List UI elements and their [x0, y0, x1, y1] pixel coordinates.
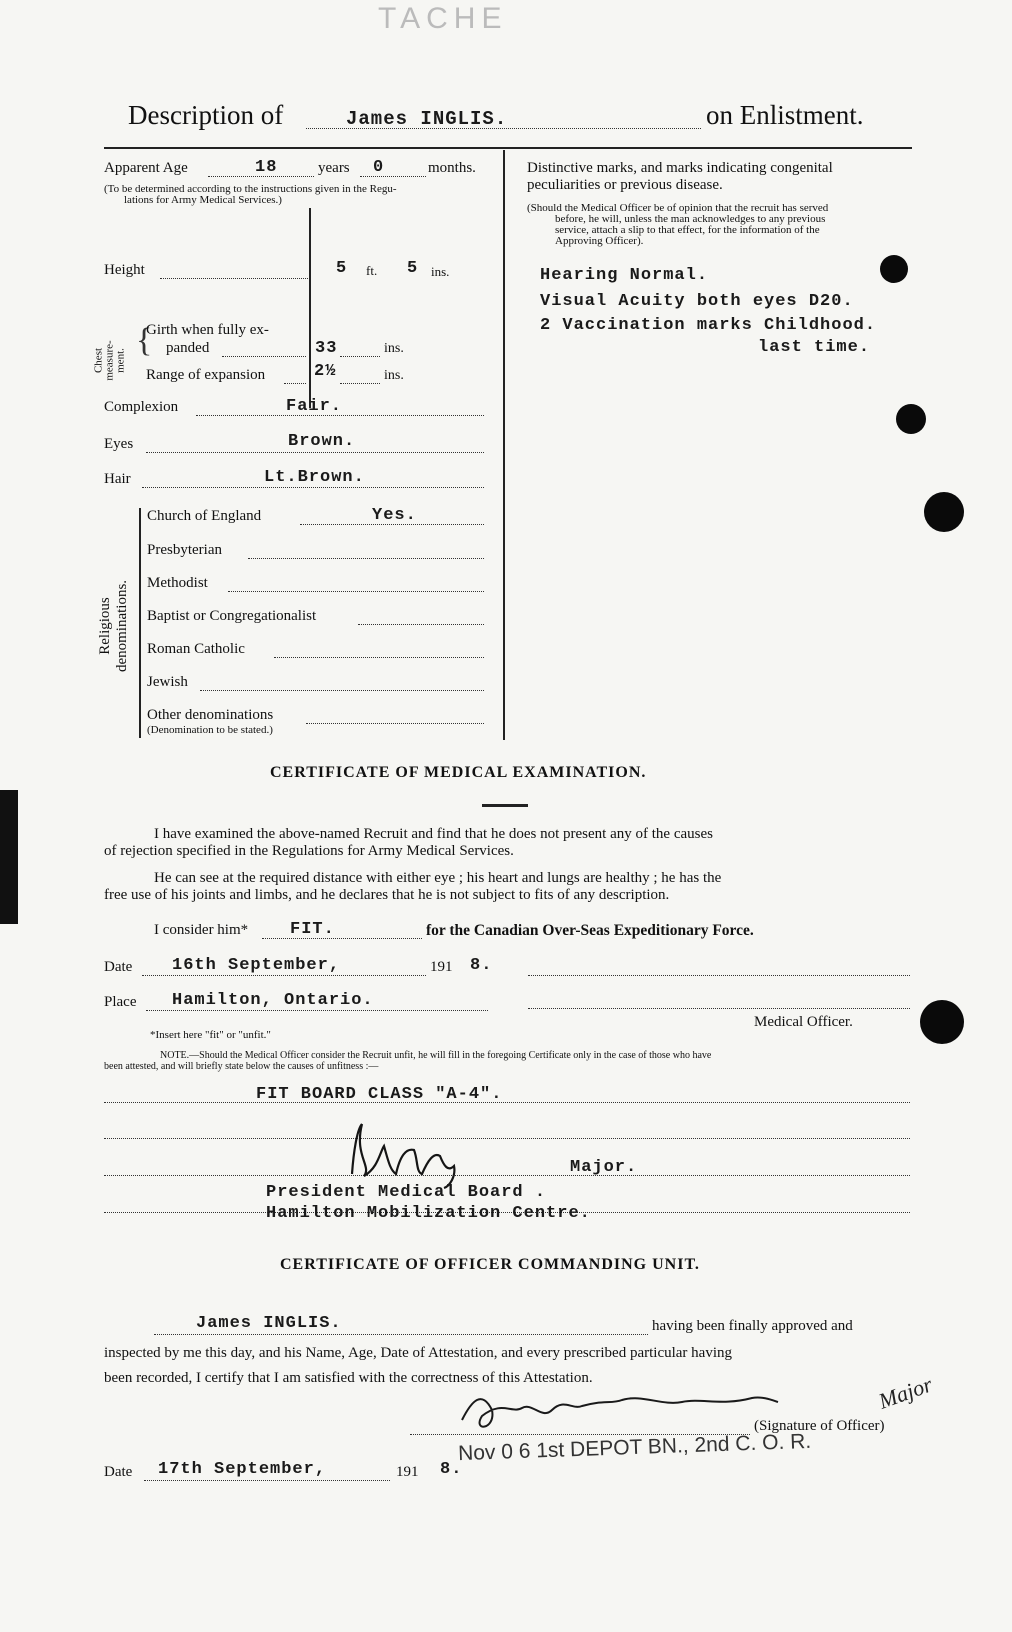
religion-presbyterian: Presbyterian	[147, 542, 222, 558]
medical-para2-line2: free use of his joints and limbs, and he declares that he is not subject to fits of any description.	[104, 887, 670, 903]
height-ft: 5	[336, 259, 348, 278]
medical-date-label: Date	[104, 959, 133, 975]
commanding-name: James INGLIS.	[196, 1314, 342, 1333]
commanding-line3: been recorded, I certify that I am satisfied with the correctness of this Attestation.	[104, 1370, 593, 1386]
commanding-date-label: Date	[104, 1464, 133, 1480]
note-line1: NOTE.—Should the Medical Officer consider the Recruit unfit, he will fill in the foregoing Certificate only in the case of those who have	[160, 1050, 712, 1061]
commanding-date-value: 17th September,	[158, 1460, 327, 1479]
header-suffix: on Enlistment.	[706, 100, 864, 130]
note-line2: been attested, and will briefly state below the causes of unfitness :—	[104, 1061, 379, 1072]
marks-note-1: (Should the Medical Officer be of opinion that the recruit has served	[527, 202, 829, 214]
religion-church-of-england: Church of England	[147, 508, 262, 524]
medical-para1-line2: of rejection specified in the Regulations for Army Medical Services.	[104, 843, 514, 859]
medical-year-prefix: 191	[430, 959, 453, 975]
punch-hole	[880, 255, 908, 283]
religion-baptist: Baptist or Congregationalist	[147, 608, 317, 624]
chest-label-3: ment.	[114, 348, 127, 373]
hair-label: Hair	[104, 471, 131, 487]
complexion-value: Fair.	[286, 397, 343, 416]
signature-rank: Major	[875, 1371, 936, 1414]
range-label: Range of expansion	[146, 367, 266, 383]
board-rank: Major.	[570, 1158, 638, 1177]
consider-label: I consider him*	[154, 922, 249, 938]
chest-label-1: Chest	[92, 347, 105, 374]
commanding-line2: inspected by me this day, and his Name, Age, Date of Attestation, and every prescribed particular having	[104, 1345, 733, 1361]
marks-note-3: service, attach a slip to that effect, for the information of the	[555, 224, 820, 236]
range-unit: ins.	[384, 368, 404, 383]
eyes-label: Eyes	[104, 436, 134, 452]
medical-date-value: 16th September,	[172, 956, 341, 975]
girth-label-1: Girth when fully ex-	[146, 322, 269, 338]
punch-hole	[896, 404, 926, 434]
religion-label-1: Religious	[97, 597, 113, 655]
chest-label	[94, 329, 127, 393]
medical-year-digit: 8.	[470, 956, 493, 975]
eyes-value: Brown.	[288, 432, 356, 451]
religion-jewish: Jewish	[147, 674, 188, 690]
commanding-year-digit: 8.	[440, 1460, 463, 1479]
board-class: FIT BOARD CLASS "A-4".	[256, 1085, 503, 1104]
board-line1: President Medical Board .	[266, 1183, 547, 1202]
marks-note-2: before, he will, unless the man acknowledges to any previous	[555, 213, 826, 225]
girth-unit: ins.	[384, 341, 404, 356]
medical-officer-label: Medical Officer.	[754, 1014, 853, 1030]
signature-label: (Signature of Officer)	[754, 1418, 885, 1434]
marks-title-2: peculiarities or previous disease.	[527, 177, 723, 193]
mark-vaccination: 2 Vaccination marks Childhood.	[540, 316, 877, 335]
religion-methodist: Methodist	[147, 575, 208, 591]
religion-other: Other denominations	[147, 707, 274, 723]
marks-note-4: Approving Officer).	[555, 235, 644, 247]
months-label: months.	[428, 160, 476, 176]
ft-label: ft.	[366, 263, 378, 278]
chest-brace: {	[136, 322, 153, 359]
age-label: Apparent Age	[104, 160, 188, 176]
punch-hole	[920, 1000, 964, 1044]
age-years: 18	[255, 158, 278, 177]
mark-last-time: last time.	[758, 338, 871, 357]
height-in: 5	[407, 259, 419, 278]
header-prefix: Description of	[128, 100, 284, 130]
margin-edge-mark	[0, 790, 18, 924]
commanding-line1: having been finally approved and	[652, 1318, 853, 1334]
hair-value: Lt.Brown.	[264, 468, 365, 487]
religion-note: (Denomination to be stated.)	[147, 724, 273, 736]
medical-place-label: Place	[104, 994, 137, 1010]
complexion-label: Complexion	[104, 399, 179, 415]
ins-label: ins.	[431, 264, 450, 279]
board-signature	[344, 1116, 484, 1190]
medical-para1-line1: I have examined the above-named Recruit and find that he does not present any of the causes	[154, 826, 713, 842]
religion-label	[97, 536, 131, 716]
years-label: years	[318, 160, 350, 176]
mark-hearing: Hearing Normal.	[540, 266, 709, 285]
chest-label-2: measure-	[103, 340, 116, 381]
faded-stamp: TACHE	[378, 2, 508, 35]
age-note-2: lations for Army Medical Services.)	[124, 194, 282, 206]
board-line2: Hamilton Mobilization Centre.	[266, 1204, 591, 1223]
medical-place-value: Hamilton, Ontario.	[172, 991, 374, 1010]
insert-note: *Insert here "fit" or "unfit."	[150, 1029, 271, 1041]
marks-title-1: Distinctive marks, and marks indicating congenital	[527, 160, 833, 176]
medical-heading: CERTIFICATE OF MEDICAL EXAMINATION.	[270, 764, 647, 781]
girth-label-2: panded	[166, 340, 210, 356]
religion-label-2: denominations.	[114, 579, 130, 673]
commanding-heading: CERTIFICATE OF OFFICER COMMANDING UNIT.	[280, 1256, 700, 1273]
religion-roman-catholic: Roman Catholic	[147, 641, 245, 657]
girth-value: 33	[315, 339, 338, 358]
mark-visual: Visual Acuity both eyes D20.	[540, 292, 854, 311]
consider-value: FIT.	[290, 920, 335, 939]
punch-hole	[924, 492, 964, 532]
religion-value: Yes.	[372, 506, 417, 525]
medical-para2-line1: He can see at the required distance with either eye ; his heart and lungs are healthy ; he has the	[154, 870, 722, 886]
height-label: Height	[104, 262, 145, 278]
officer-signature	[452, 1380, 782, 1440]
consider-suffix: for the Canadian Over-Seas Expeditionary Force.	[426, 922, 754, 939]
age-note-1: (To be determined according to the instructions given in the Regu-	[104, 183, 397, 195]
range-value: 2½	[314, 362, 337, 381]
age-months: 0	[373, 158, 385, 177]
commanding-year-prefix: 191	[396, 1464, 419, 1480]
unit-stamp: Nov 0 6 1st DEPOT BN., 2nd C. O. R.	[457, 1429, 812, 1466]
recruit-name: James INGLIS.	[346, 108, 508, 130]
